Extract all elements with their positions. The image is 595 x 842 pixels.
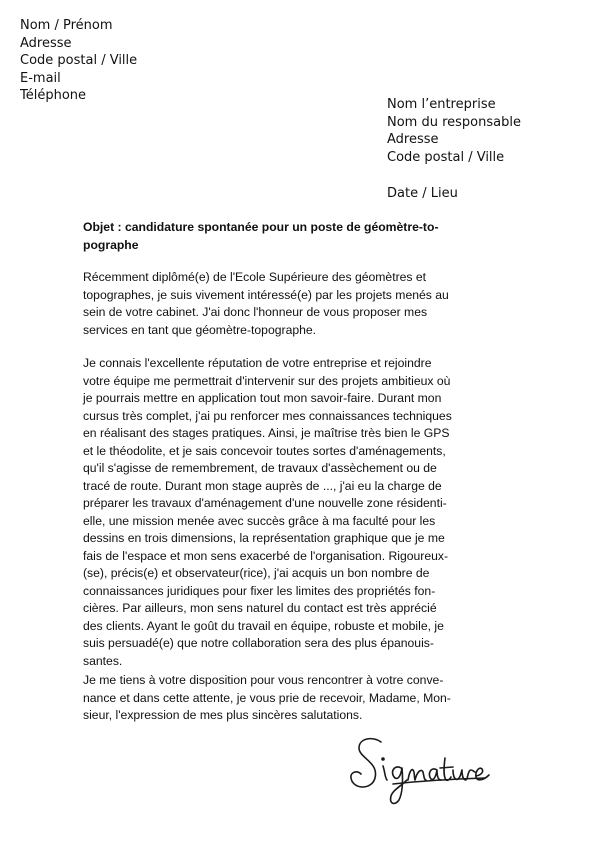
text-line: en réalisant des stages pratiques. Ainsi, je maîtrise très bien le GPS xyxy=(83,426,450,440)
text-line: Je connais l'excellente réputation de votre entreprise et rejoindre xyxy=(83,356,432,370)
text-line: et le théodolite, et je sais concevoir toutes sortes d'aménagements, xyxy=(83,443,446,458)
text-line: préparer les travaux d'aménagement d'une nouvelle zone résidenti- xyxy=(83,496,447,510)
text-line: nance et dans cette attente, je vous prie de recevoir, Madame, Mon- xyxy=(83,690,451,705)
text-line: services en tant que géomètre-topographe. xyxy=(83,322,317,337)
subject-line: pographe xyxy=(83,237,139,252)
recipient-company: Nom l’entreprise xyxy=(387,97,496,112)
subject-line: Objet : candidature spontanée pour un poste de géomètre-to- xyxy=(83,220,439,234)
text-line: Récemment diplômé(e) de l'Ecole Supérieure des géomètres et xyxy=(83,270,427,284)
text-line: tracé de route. Durant mon stage auprès de ..., j'ai eu la charge de xyxy=(83,478,442,493)
recipient-manager: Nom du responsable xyxy=(387,114,521,130)
text-line: cursus très complet, j'ai pu renforcer mes connaissances techniques xyxy=(83,408,452,423)
recipient-address: Adresse xyxy=(387,132,439,148)
text-line: santes. xyxy=(83,653,123,668)
sender-postal-city: Code postal / Ville xyxy=(20,53,138,69)
body-paragraph-2 xyxy=(83,355,513,670)
text-line: cières. Par ailleurs, mon sens naturel du contact est très apprécié xyxy=(83,601,437,615)
sender-phone: Téléphone xyxy=(20,88,87,104)
text-line: qu'il s'agisse de remembrement, de travaux d'assèchement ou de xyxy=(83,461,437,475)
text-line: sein de votre cabinet. J'ai donc l'honneur de vous proposer mes xyxy=(83,305,428,319)
text-line: suis persuadé(e) que notre collaboration sera des plus épanouis- xyxy=(83,636,434,650)
body-paragraph-1 xyxy=(83,269,513,339)
recipient-block xyxy=(387,96,521,166)
text-line: des clients. Ayant le goût du travail en équipe, robuste et mobile, je xyxy=(83,618,444,633)
handwritten-signature xyxy=(345,728,495,808)
sender-email: E-mail xyxy=(20,70,61,86)
date-place: Date / Lieu xyxy=(387,186,458,201)
text-line: connaissances juridiques pour fixer les limites des propriétés fon- xyxy=(83,583,436,598)
text-line: Je me tiens à votre disposition pour vous rencontrer à votre conve- xyxy=(83,673,444,687)
text-line: votre équipe me permettrait d'intervenir sur des projets ambitieux où xyxy=(83,373,451,388)
sender-block xyxy=(20,17,137,105)
sender-address: Adresse xyxy=(20,35,72,51)
text-line: topographes, je suis vivement intéressé(e) par les projets menés au xyxy=(83,287,449,302)
letter-subject xyxy=(83,219,513,254)
recipient-postal-city: Code postal / Ville xyxy=(387,149,505,165)
text-line: fais de l'espace et mon sens exacerbé de l'organisation. Rigoureux- xyxy=(83,548,449,563)
text-line: je pourrais mettre en application tout mon savoir-faire. Durant mon xyxy=(83,391,442,405)
text-line: (se), précis(e) et observateur(rice), j'ai acquis un bon nombre de xyxy=(83,566,430,580)
text-line: sieur, l'expression de mes plus sincères salutations. xyxy=(83,708,363,722)
body-paragraph-3 xyxy=(83,672,513,725)
text-line: dessins en trois dimensions, la représentation graphique que je me xyxy=(83,531,445,545)
sender-name: Nom / Prénom xyxy=(20,18,113,33)
text-line: elle, une mission menée avec succès grâce à ma faculté pour les xyxy=(83,513,436,528)
